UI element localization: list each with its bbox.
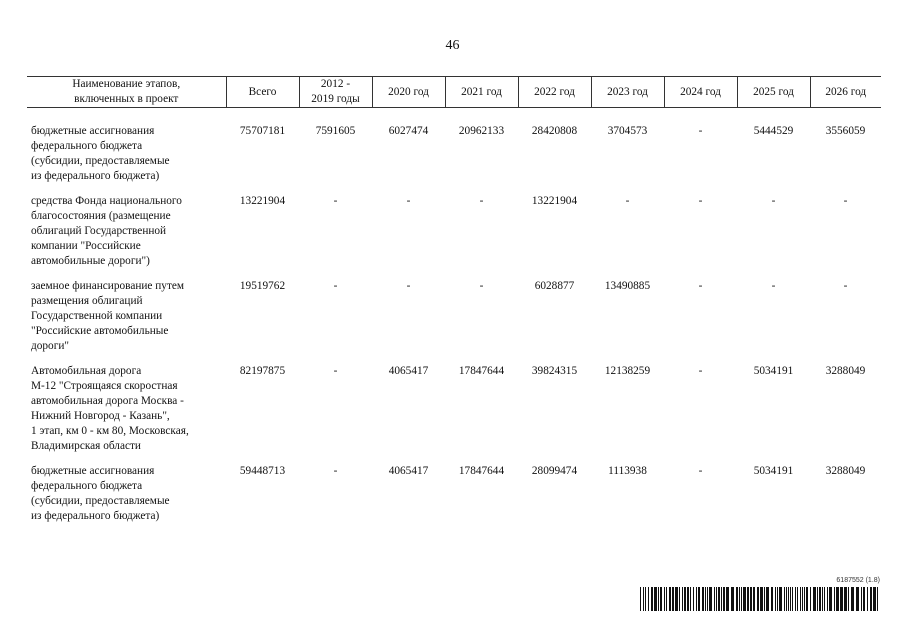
cell-2022: 28420808	[531, 125, 578, 137]
barcode-bar	[675, 587, 678, 611]
cell-2012-2019: -	[333, 465, 338, 477]
barcode-bar	[753, 587, 755, 611]
cell-2021: -	[479, 195, 484, 207]
cell-2012-2019: -	[333, 280, 338, 292]
header-2020: 2020 год	[372, 77, 445, 108]
table-row	[27, 124, 881, 184]
barcode-bar	[707, 587, 708, 611]
cell-2020: 4065417	[388, 465, 429, 477]
barcode-bar	[672, 587, 674, 611]
header-2021: 2021 год	[445, 77, 518, 108]
barcode-bar	[741, 587, 742, 611]
cell-2012-2019: 7591605	[315, 125, 356, 137]
barcode-text: 6187552 (1.8)	[836, 577, 880, 584]
barcode-bar	[640, 587, 641, 611]
cell-2020: -	[406, 280, 411, 292]
barcode-bar	[690, 587, 691, 611]
header-stage-name: Наименование этапов, включенных в проект	[27, 77, 226, 108]
barcode-bar	[651, 587, 653, 611]
row-name: заемное финансирование путем размещения облигаций Государственной компании "Российские автомобильные дороги"	[31, 280, 185, 352]
barcode-bar	[840, 587, 843, 611]
barcode-bar	[726, 587, 729, 611]
barcode-bar	[800, 587, 801, 611]
barcode-bar	[696, 587, 697, 611]
barcode-bar	[784, 587, 785, 611]
barcode-bar	[851, 587, 854, 611]
cell-2023: 1113938	[608, 465, 647, 477]
barcode-bar	[698, 587, 700, 611]
cell-2024: -	[698, 465, 703, 477]
cell-2021: 20962133	[458, 125, 505, 137]
barcode-bar	[771, 587, 773, 611]
barcode-bar	[804, 587, 805, 611]
barcode-bar	[863, 587, 865, 611]
barcode-bar	[790, 587, 791, 611]
barcode-bar	[709, 587, 712, 611]
cell-total: 19519762	[239, 280, 286, 292]
barcode-bar	[714, 587, 715, 611]
barcode-bar	[747, 587, 749, 611]
barcode-bar	[658, 587, 659, 611]
row-name: средства Фонда национального благосостояния (размещение облигаций Государственной компании "Российские автомобильные дороги")	[31, 195, 182, 267]
barcode-bar	[643, 587, 644, 611]
cell-2020: 6027474	[388, 125, 429, 137]
table-row	[27, 464, 881, 524]
cell-2026: 3288049	[825, 465, 866, 477]
cell-2024: -	[698, 365, 703, 377]
barcode-bar	[764, 587, 765, 611]
header-2024: 2024 год	[664, 77, 737, 108]
barcode-bar	[877, 587, 878, 611]
cell-2024: -	[698, 280, 703, 292]
barcode-bar	[797, 587, 798, 611]
barcode-bar	[856, 587, 859, 611]
header-2012-2019: 2012 - 2019 годы	[299, 77, 372, 108]
barcode-bar	[870, 587, 872, 611]
cell-2024: -	[698, 125, 703, 137]
barcode-bar	[817, 587, 818, 611]
cell-2021: 17847644	[458, 465, 505, 477]
barcode-bar	[750, 587, 752, 611]
cell-2012-2019: -	[333, 365, 338, 377]
barcode-bar	[743, 587, 746, 611]
barcode-bar	[824, 587, 825, 611]
cell-2022: 6028877	[534, 280, 575, 292]
cell-2022: 28099474	[531, 465, 578, 477]
header-2025: 2025 год	[737, 77, 810, 108]
barcode-image	[640, 587, 880, 611]
barcode-bar	[682, 587, 683, 611]
barcode-bar	[716, 587, 717, 611]
barcode-bar	[723, 587, 725, 611]
cell-2025: 5034191	[753, 465, 794, 477]
cell-2026: 3556059	[825, 125, 866, 137]
cell-2021: -	[479, 280, 484, 292]
cell-2021: 17847644	[458, 365, 505, 377]
barcode-bar	[679, 587, 680, 611]
table-header-row	[27, 77, 881, 108]
barcode-bar	[813, 587, 816, 611]
barcode-bar	[705, 587, 706, 611]
row-name: Автомобильная дорога М-12 "Строящаяся скоростная автомобильная дорога Москва - Нижний Новгород - Казань", 1 этап, км 0 - км 80, Московская, Владимирская области	[31, 365, 189, 452]
barcode-bar	[827, 587, 828, 611]
barcode	[640, 577, 880, 613]
header-2023: 2023 год	[591, 77, 664, 108]
barcode-bar	[829, 587, 832, 611]
header-2022: 2022 год	[518, 77, 591, 108]
barcode-bar	[806, 587, 808, 611]
table-row	[27, 279, 881, 354]
cell-2023: 3704573	[607, 125, 648, 137]
cell-2025: 5034191	[753, 365, 794, 377]
cell-total: 59448713	[239, 465, 286, 477]
barcode-bar	[822, 587, 823, 611]
barcode-bar	[786, 587, 787, 611]
cell-2022: 39824315	[531, 365, 578, 377]
barcode-bar	[757, 587, 759, 611]
barcode-bar	[810, 587, 811, 611]
cell-2025: 5444529	[753, 125, 794, 137]
barcode-bar	[718, 587, 720, 611]
barcode-bar	[819, 587, 821, 611]
cell-2026: 3288049	[825, 365, 866, 377]
header-total: Всего	[226, 77, 299, 108]
cell-2020: 4065417	[388, 365, 429, 377]
barcode-bar	[802, 587, 803, 611]
barcode-bar	[844, 587, 847, 611]
row-name: бюджетные ассигнования федерального бюджета (субсидии, предоставляемые из федерального бюджета)	[31, 125, 170, 182]
barcode-bar	[777, 587, 778, 611]
barcode-bar	[873, 587, 876, 611]
cell-2024: -	[698, 195, 703, 207]
barcode-bar	[792, 587, 793, 611]
row-name: бюджетные ассигнования федерального бюджета (субсидии, предоставляемые из федерального бюджета)	[31, 465, 170, 522]
budget-table	[27, 76, 881, 524]
barcode-bar	[654, 587, 657, 611]
cell-2023: 12138259	[604, 365, 651, 377]
barcode-bar	[664, 587, 665, 611]
cell-total: 75707181	[239, 125, 286, 137]
barcode-bar	[721, 587, 722, 611]
cell-2020: -	[406, 195, 411, 207]
cell-2023: 13490885	[604, 280, 651, 292]
cell-2012-2019: -	[333, 195, 338, 207]
cell-total: 13221904	[239, 195, 286, 207]
barcode-bar	[760, 587, 763, 611]
table-row	[27, 364, 881, 454]
barcode-bar	[693, 587, 694, 611]
barcode-bar	[702, 587, 704, 611]
barcode-bar	[867, 587, 868, 611]
barcode-bar	[731, 587, 734, 611]
cell-total: 82197875	[239, 365, 286, 377]
cell-2023: -	[625, 195, 630, 207]
table-row	[27, 194, 881, 269]
cell-2026: -	[843, 195, 848, 207]
barcode-bar	[779, 587, 782, 611]
barcode-bar	[836, 587, 839, 611]
barcode-bar	[834, 587, 835, 611]
barcode-bar	[795, 587, 796, 611]
barcode-bar	[666, 587, 667, 611]
barcode-bar	[775, 587, 776, 611]
cell-2025: -	[771, 195, 776, 207]
barcode-bar	[739, 587, 740, 611]
cell-2025: -	[771, 280, 776, 292]
barcode-bar	[848, 587, 849, 611]
barcode-bar	[766, 587, 769, 611]
barcode-bar	[736, 587, 738, 611]
barcode-bar	[648, 587, 649, 611]
barcode-bar	[788, 587, 789, 611]
barcode-bar	[669, 587, 671, 611]
header-2026: 2026 год	[810, 77, 881, 108]
page-number: 46	[445, 38, 460, 53]
barcode-bar	[687, 587, 689, 611]
barcode-bar	[861, 587, 862, 611]
barcode-bar	[660, 587, 662, 611]
cell-2022: 13221904	[531, 195, 578, 207]
barcode-bar	[645, 587, 646, 611]
barcode-bar	[684, 587, 686, 611]
cell-2026: -	[843, 280, 848, 292]
